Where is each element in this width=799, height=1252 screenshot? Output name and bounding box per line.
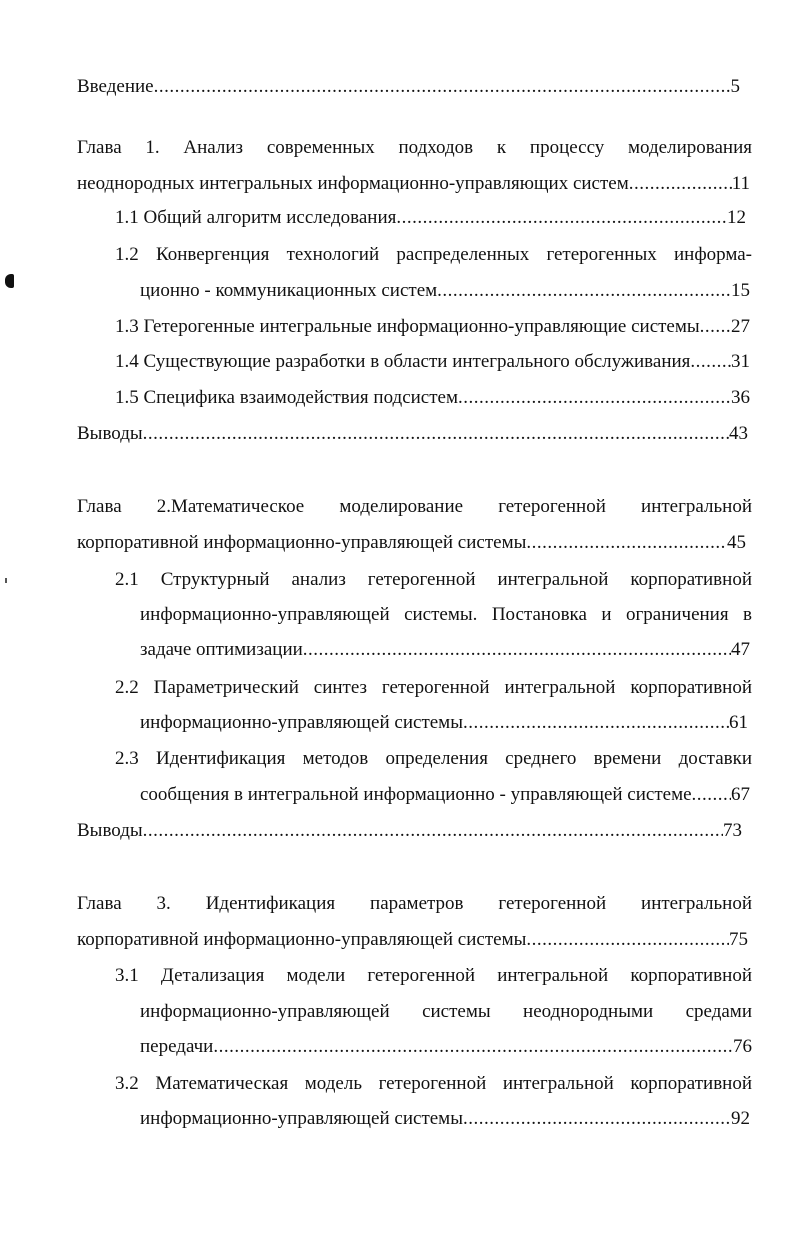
dot-leader bbox=[463, 711, 729, 735]
toc-page-number: 47 bbox=[731, 639, 750, 660]
toc-section-1-3[interactable] bbox=[115, 315, 750, 339]
toc-section-2-1-end[interactable] bbox=[140, 638, 750, 662]
dot-leader bbox=[396, 206, 727, 230]
toc-page-number: 43 bbox=[729, 423, 748, 444]
toc-entry-title: 1.5 Специфика взаимодействия подсистем bbox=[115, 387, 458, 408]
toc-entry-title: неоднородных интегральных информационно-управляющих систем bbox=[77, 173, 629, 194]
dot-leader bbox=[692, 783, 731, 807]
toc-page-number: 67 bbox=[731, 784, 750, 805]
toc-chapter-1-title[interactable]: Глава 1. Анализ современных подходов к процессу моделирования bbox=[77, 137, 752, 158]
toc-page-number: 75 bbox=[729, 929, 748, 950]
toc-entry-title: Выводы bbox=[77, 820, 143, 841]
toc-entry-intro[interactable] bbox=[77, 75, 740, 99]
toc-page-number: 31 bbox=[731, 351, 750, 372]
toc-section-2-2-end[interactable] bbox=[140, 711, 748, 735]
toc-page-number: 15 bbox=[731, 280, 750, 301]
toc-entry-title: 1.1 Общий алгоритм исследования bbox=[115, 207, 397, 228]
toc-chapter-1-title-end[interactable] bbox=[77, 172, 750, 196]
toc-chapter-3-title-end[interactable] bbox=[77, 928, 748, 952]
scan-artifact-mark bbox=[5, 274, 14, 288]
toc-page-number: 76 bbox=[733, 1036, 752, 1057]
toc-entry-title: 1.4 Существующие разработки в области интегрального обслуживания bbox=[115, 351, 691, 372]
toc-entry-title: корпоративной информационно-управляющей системы bbox=[77, 929, 527, 950]
toc-section-1-5[interactable] bbox=[115, 386, 750, 410]
toc-page-number: 12 bbox=[727, 207, 746, 228]
toc-section-2-1[interactable]: 2.1 Структурный анализ гетерогенной интегральной корпоративной bbox=[115, 569, 752, 590]
toc-section-3-2-end[interactable] bbox=[140, 1107, 750, 1131]
toc-page-number: 45 bbox=[727, 532, 746, 553]
dot-leader bbox=[458, 386, 731, 410]
dot-leader bbox=[690, 350, 731, 374]
toc-chapter-3-title[interactable]: Глава 3. Идентификация параметров гетерогенной интегральной bbox=[77, 893, 752, 914]
dot-leader bbox=[143, 819, 723, 843]
toc-entry-title: 1.3 Гетерогенные интегральные информационно-управляющие системы bbox=[115, 316, 700, 337]
toc-section-2-2[interactable]: 2.2 Параметрический синтез гетерогенной интегральной корпоративной bbox=[115, 677, 752, 698]
toc-chapter-2-title-end[interactable] bbox=[77, 531, 746, 555]
dot-leader bbox=[526, 531, 727, 555]
toc-section-2-3[interactable]: 2.3 Идентификация методов определения среднего времени доставки bbox=[115, 748, 752, 769]
toc-page-number: 73 bbox=[723, 820, 742, 841]
toc-page-number: 36 bbox=[731, 387, 750, 408]
toc-entry-title: информационно-управляющей системы bbox=[140, 712, 463, 733]
toc-chapter-1-conclusions[interactable] bbox=[77, 422, 748, 446]
toc-entry-title: ционно - коммуникационных систем bbox=[140, 280, 438, 301]
toc-page-number: 11 bbox=[731, 173, 750, 194]
toc-section-3-1[interactable]: 3.1 Детализация модели гетерогенной интегральной корпоративной bbox=[115, 965, 752, 986]
toc-section-2-3-end[interactable] bbox=[140, 783, 750, 807]
toc-page-number: 92 bbox=[731, 1108, 750, 1129]
dot-leader bbox=[526, 928, 729, 952]
toc-entry-title: информационно-управляющей системы bbox=[140, 1108, 463, 1129]
toc-page-number: 5 bbox=[730, 76, 740, 97]
toc-chapter-2-conclusions[interactable] bbox=[77, 819, 742, 843]
dot-leader bbox=[463, 1107, 731, 1131]
dot-leader bbox=[629, 172, 732, 196]
toc-section-1-2[interactable]: 1.2 Конвергенция технологий распределенных гетерогенных информа- bbox=[115, 244, 752, 265]
toc-section-2-1-line2[interactable]: информационно-управляющей системы. Постановка и ограничения в bbox=[140, 604, 752, 625]
toc-page-number: 27 bbox=[731, 316, 750, 337]
toc-entry-title: Выводы bbox=[77, 423, 143, 444]
toc-section-3-1-line2[interactable]: информационно-управляющей системы неоднородными средами bbox=[140, 1001, 752, 1022]
toc-entry-title: корпоративной информационно-управляющей системы bbox=[77, 532, 527, 553]
toc-section-3-1-end[interactable] bbox=[140, 1035, 752, 1059]
dot-leader bbox=[154, 75, 731, 99]
toc-entry-title: передачи bbox=[140, 1036, 214, 1057]
toc-section-1-4[interactable] bbox=[115, 350, 750, 374]
dot-leader bbox=[143, 422, 729, 446]
toc-section-1-1[interactable] bbox=[115, 206, 746, 230]
dot-leader bbox=[437, 279, 731, 303]
dot-leader bbox=[700, 315, 731, 339]
toc-chapter-2-title[interactable]: Глава 2.Математическое моделирование гетерогенной интегральной bbox=[77, 496, 752, 517]
dot-leader bbox=[303, 638, 731, 662]
toc-entry-title: задаче оптимизации bbox=[140, 639, 303, 660]
toc-entry-title: Введение bbox=[77, 76, 154, 97]
dot-leader bbox=[213, 1035, 733, 1059]
scan-artifact-speck bbox=[5, 578, 7, 583]
toc-section-1-2-end[interactable] bbox=[140, 279, 750, 303]
toc-section-3-2[interactable]: 3.2 Математическая модель гетерогенной интегральной корпоративной bbox=[115, 1073, 752, 1094]
toc-entry-title: сообщения в интегральной информационно - управляющей системе bbox=[140, 784, 692, 805]
toc-page-number: 61 bbox=[729, 712, 748, 733]
